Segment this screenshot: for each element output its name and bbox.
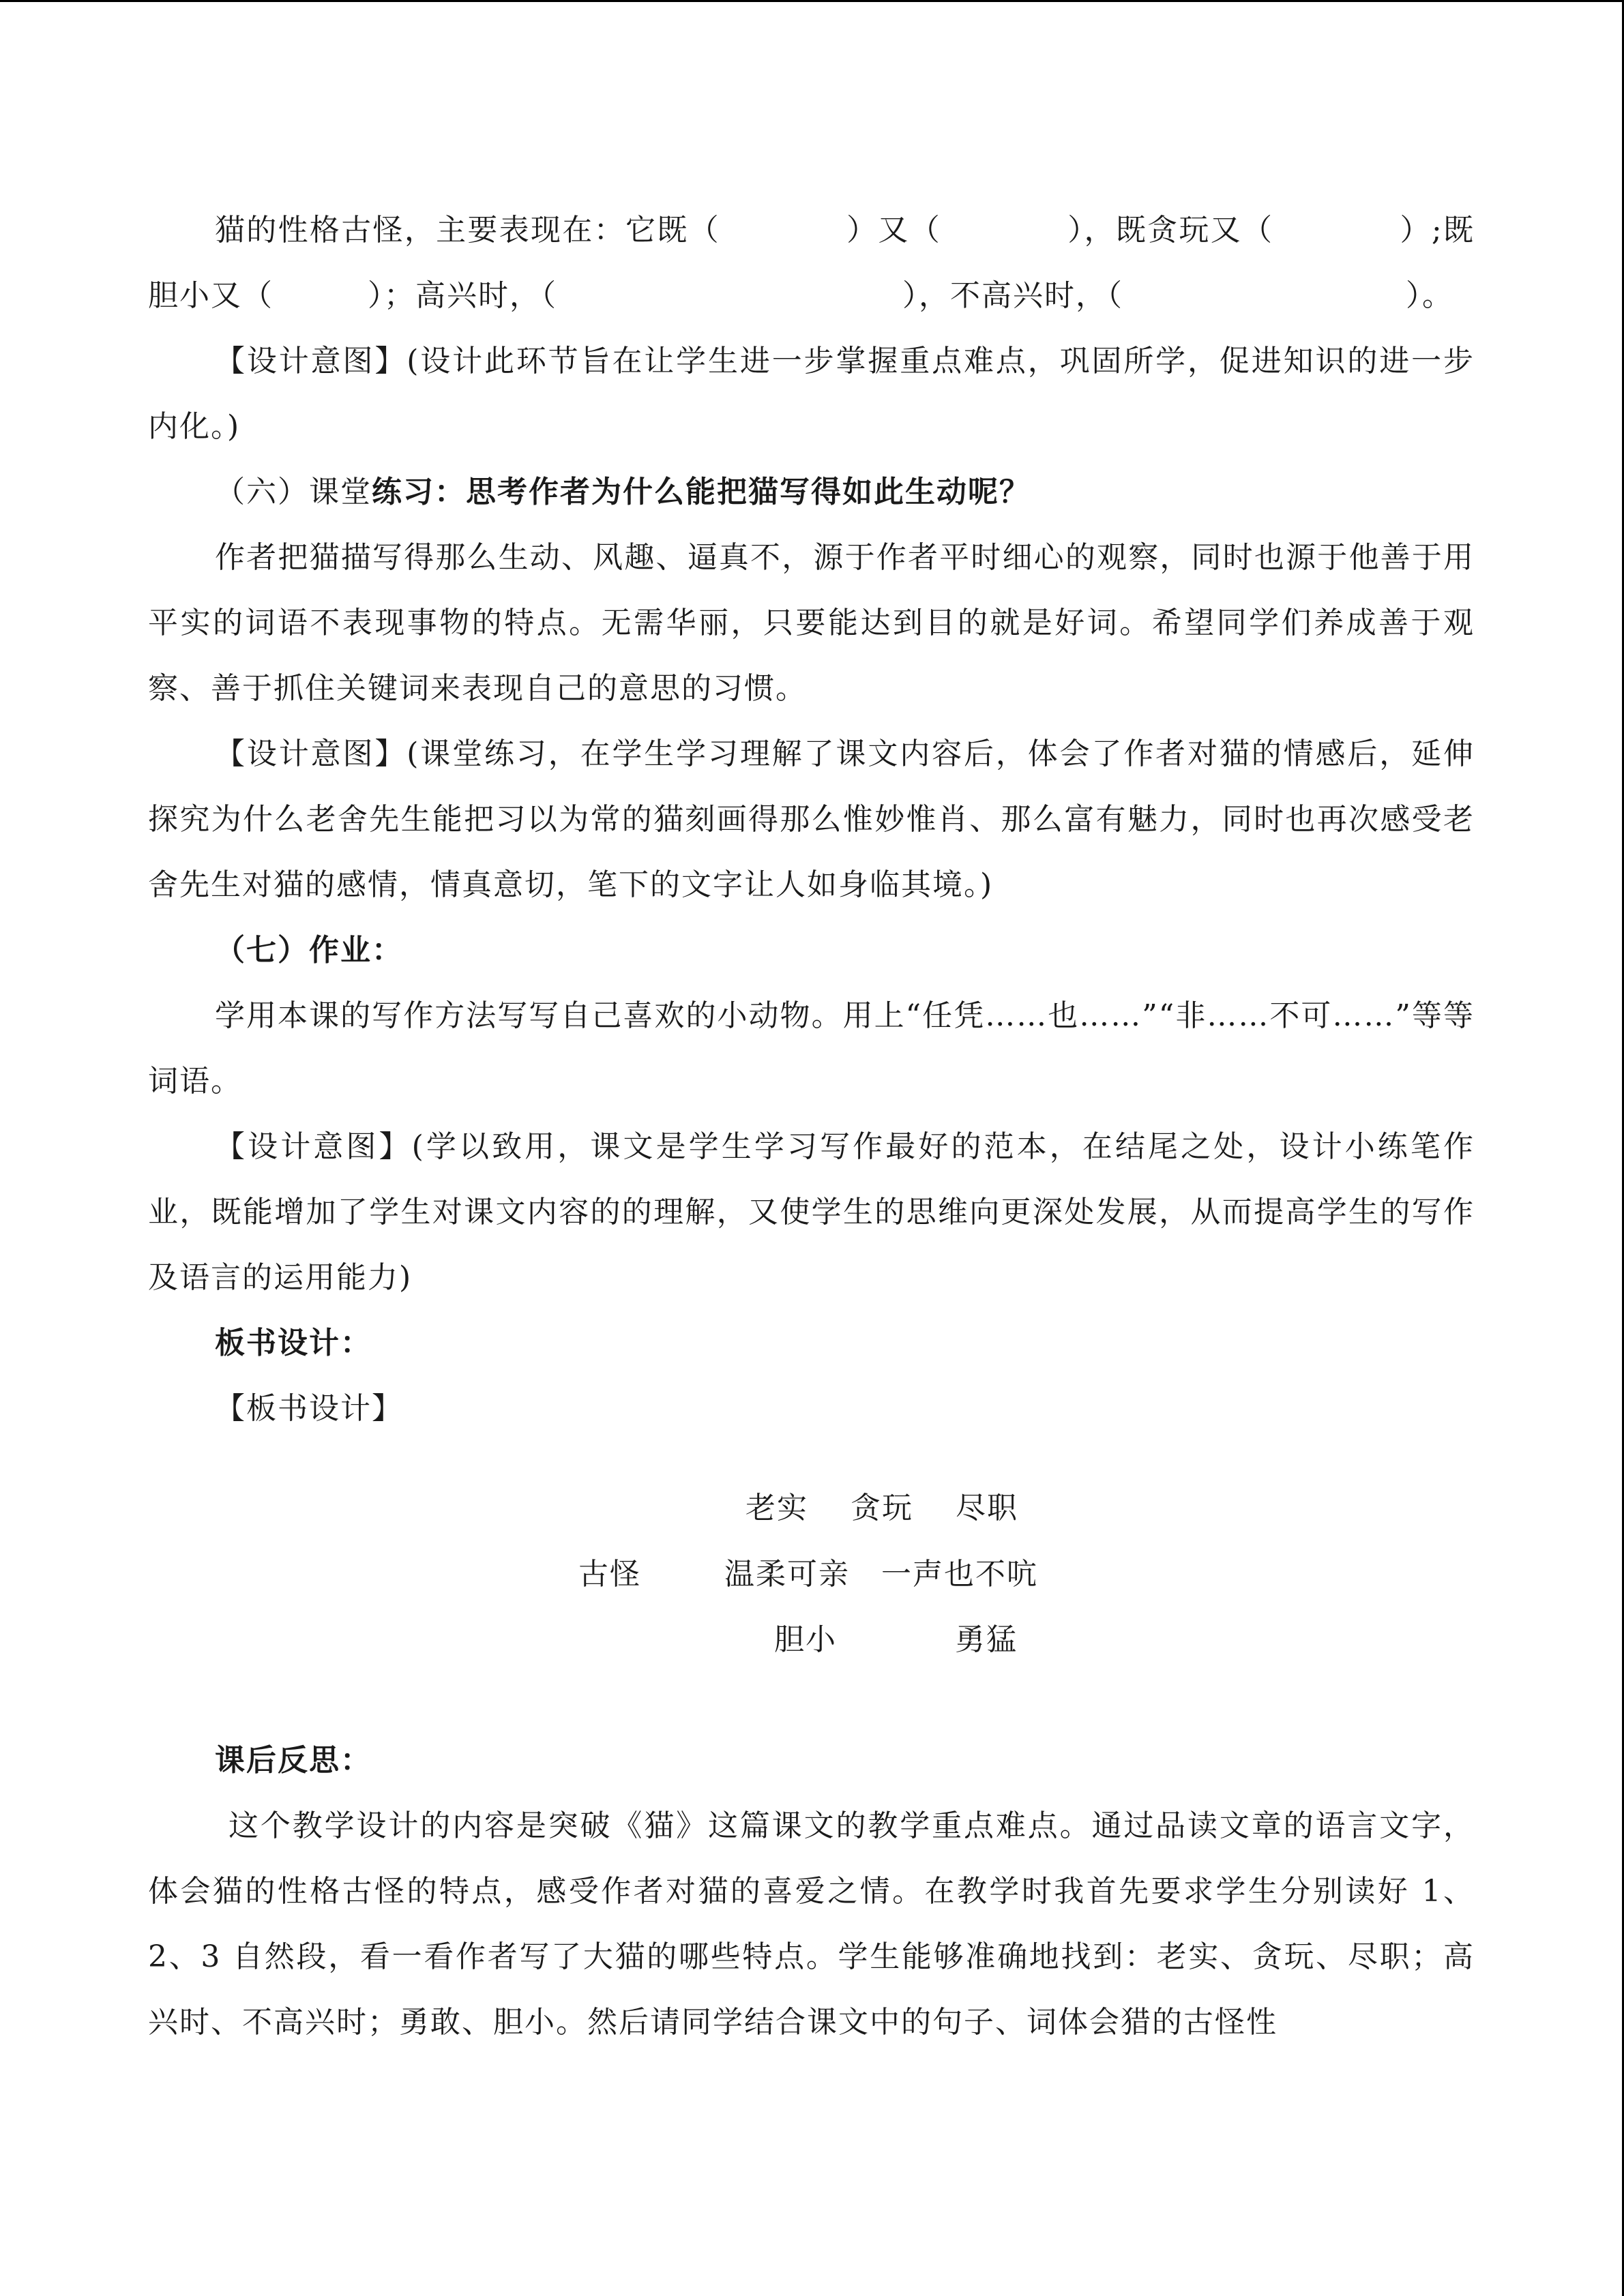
design-intent-3: 【设计意图】(学以致用，课文是学生学习写作最好的范本，在结尾之处，设计小练笔作业，既能增加了学生对课文内容的的理解，又使学生的思维向更深处发展，从而提高学生的写作及语言的运用能力)	[148, 1129, 1475, 1295]
board-row-2-left: 古怪	[578, 1557, 641, 1592]
board-design-heading: 板书设计：	[215, 1326, 372, 1360]
board-row-2-right: 温柔可亲 一声也不吭	[724, 1557, 1038, 1592]
document-body	[148, 198, 1475, 1442]
page-border-top	[0, 0, 1624, 2]
section-seven-heading: （七）作业：	[215, 933, 403, 968]
board-row-3-right: 勇猛	[955, 1622, 1018, 1657]
design-intent-2: 【设计意图】(课堂练习，在学生学习理解了课文内容后，体会了作者对猫的情感后，延伸探究为什么老舍先生能把习以为常的猫刻画得那么惟妙惟肖、那么富有魅力，同时也再次感受老舍先生对猫的感情，情真意切，笔下的文字让人如身临其境。)	[148, 736, 1475, 902]
board-design-label: 【板书设计】	[215, 1391, 403, 1426]
homework-paragraph: 学用本课的写作方法写写自己喜欢的小动物。用上“任凭……也……”“非……不可……”等等词语。	[148, 998, 1475, 1099]
board-row-1: 老实 贪玩 尽职	[745, 1491, 1018, 1525]
reflection-body: 这个教学设计的内容是突破《猫》这篇课文的教学重点难点。通过品读文章的语言文字，体会猫的性格古怪的特点，感受作者对猫的喜爱之情。在教学时我首先要求学生分别读好 1、2、3 自然段，看一看作者写了大猫的哪些特点。学生能够准确地找到：老实、贪玩、尽职；高兴时、不高兴时；勇敢、胆小。然后请同学结合课文中的句子、词体会猎的古怪性	[148, 1808, 1475, 2040]
fill-in-paragraph: 猫的性格古怪，主要表现在：它既（ ）又（ ），既贪玩又（ ）;既胆小又（ ）；高兴时，（ ），不高兴时，（ ）。	[148, 213, 1475, 313]
section-six-prefix: （六）课堂	[215, 475, 372, 509]
board-row-3-left: 胆小	[774, 1622, 837, 1657]
design-intent-1: 【设计意图】(设计此环节旨在让学生进一步掌握重点难点，巩固所学，促进知识的进一步内化。)	[148, 344, 1475, 444]
reflection-section	[148, 1728, 1475, 2055]
section-six-title: 练习：思考作者为什么能把猫写得如此生动呢？	[372, 475, 1031, 509]
practice-paragraph: 作者把猫描写得那么生动、风趣、逼真不，源于作者平时细心的观察，同时也源于他善于用平实的词语不表现事物的特点。无需华丽，只要能达到目的就是好词。希望同学们养成善于观察、善于抓住关键词来表现自己的意思的习惯。	[148, 540, 1475, 706]
section-six-heading	[148, 460, 1475, 525]
reflection-heading: 课后反思：	[215, 1743, 372, 1778]
